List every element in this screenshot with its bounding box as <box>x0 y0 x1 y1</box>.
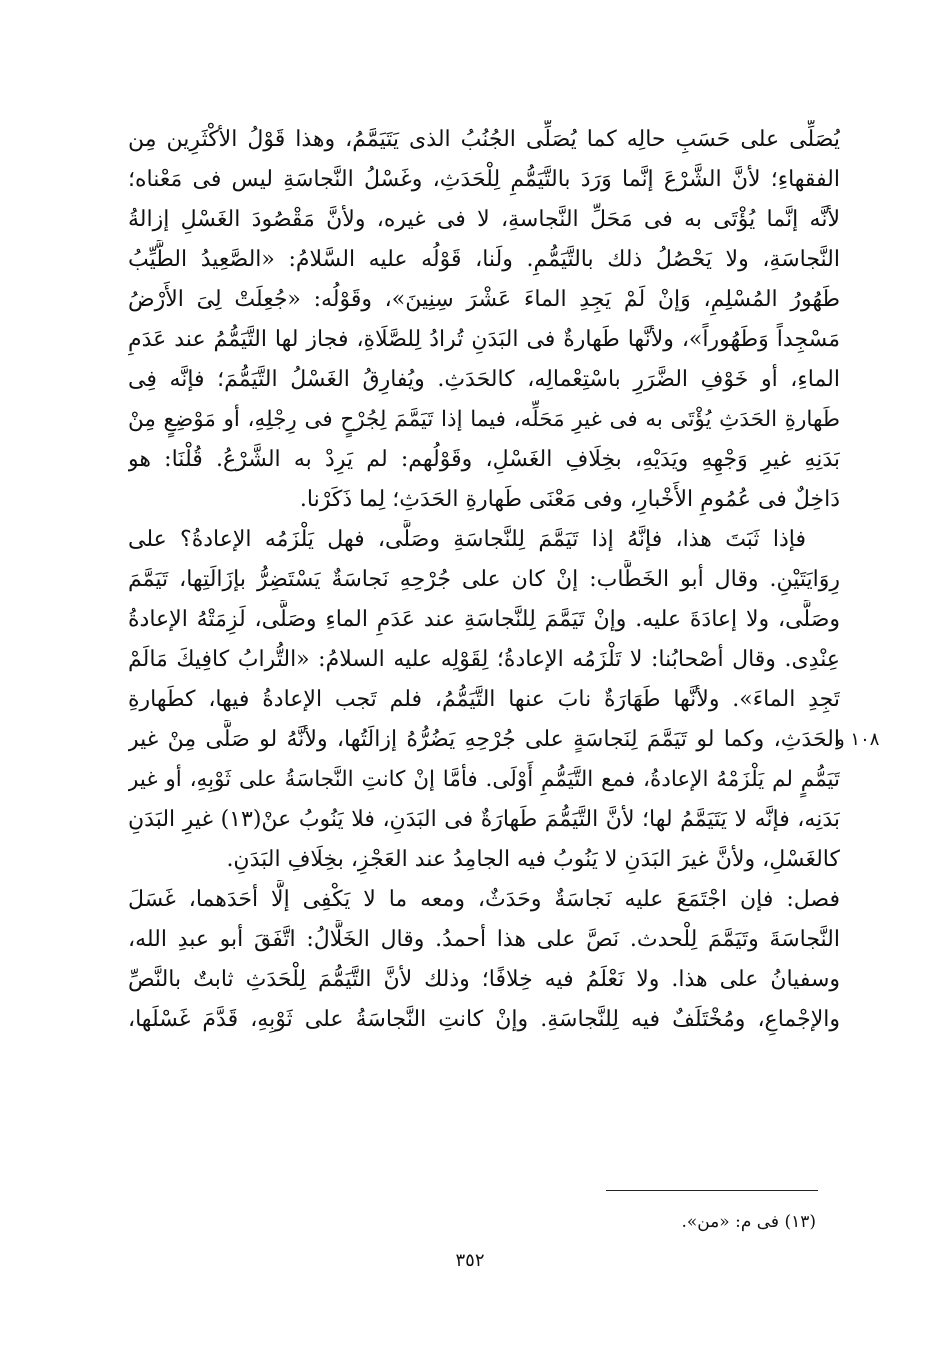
text-line: دَاخِلٌ فى عُمُومِ الأَخْبارِ، وفى مَعْنَى طَهارةِ الحَدَثِ؛ لِما ذَكَرْنا. <box>299 487 840 512</box>
text-line: لأنَّه إنَّما يُؤْتَى به فى مَحَلِّ النَّجاسةِ، لا فى غيره، ولأنَّ مَقْصُودَ الغَسْلِ إزالةُ <box>128 207 840 232</box>
text-line: بَدَنِهِ غيرِ وَجْهِهِ ويَدَيْهِ، بخِلَافِ الغَسْلِ، وقَوْلُهم: لم يَرِدْ به الشَّرْعُ. قُلْنَا: هو <box>128 447 840 472</box>
text-line: الفقهاءِ؛ لأنَّ الشَّرْعَ إنَّما وَرَدَ بالتَّيَمُّمِ لِلْحَدَثِ، وغَسْلُ النَّجاسَةِ ليس فى مَعْناه؛ <box>128 167 840 192</box>
text-line: يُصَلِّى على حَسَبِ حالِه كما يُصَلِّى الجُنُبُ الذى يَتَيَمَّمُ، وهذا قَوْلُ الأكْثَرِين مِن <box>128 127 840 152</box>
text-line: تَيَمُّمٍ لم يَلْزَمْهُ الإعادةُ، فمع التَّيَمُّمِ أَوْلَى. فأمَّا إنْ كانتِ النَّجاسَةُ على ثَوْبِهِ، أو غير <box>128 767 840 792</box>
text-line: طَهُورُ المُسْلِمِ، وَإنْ لَمْ يَجِدِ الماءَ عَشْرَ سِنِينَ»، وقَوْلُه: «جُعِلَتْ لِىَ الأَرْضُ <box>128 287 840 312</box>
text-line: طَهارةِ الحَدَثِ يُؤْتَى به فى غيرِ مَحَلِّه، فيما إذا تَيَمَّمَ لِجُرْحٍ فى رِجْلِهِ، أو مَوْضِعٍ مِنْ <box>128 407 840 432</box>
text-line: وسفيانُ على هذا. ولا نَعْلَمُ فيه خِلافًا؛ وذلك لأنَّ التَّيَمُّمَ لِلْحَدَثِ ثابتٌ بالنَّصِّ <box>128 967 840 992</box>
text-line: فصل: فإن اجْتَمَعَ عليه نَجاسَةٌ وحَدَثٌ، ومعه ما لا يَكْفِى إلَّا أحَدَهما، غَسَلَ <box>128 887 840 912</box>
text-line: مَسْجِداً وَطَهُوراً»، ولأنَّها طَهارةٌ فى البَدَنِ تُرادُ لِلصَّلَاةِ، فجاز لها التَّيَمُّمُ عند عَدَمِ <box>128 327 840 352</box>
text-line: تَجِدِ الماءَ». ولأنَّها طَهَارَةٌ نابَ عنها التَّيَمُّمُ، فلم تَجب الإعادةُ فيها، كطَهارةِ <box>128 687 840 712</box>
text-line: الماءِ، أو خَوْفِ الضَّرَرِ باسْتِعْمالِه، كالحَدَثِ. ويُفارِقُ الغَسْلُ التَّيَمُّمَ؛ فإنَّه فِى <box>128 367 840 392</box>
footnote-divider <box>606 1190 818 1191</box>
text-line: الحَدَثِ، وكما لو تَيَمَّمَ لِنَجاسَةٍ على جُرْحِهِ يَضُرُّهُ إزالَتُها، ولأنَّهُ لو صَلَّى مِنْ غير <box>128 727 840 752</box>
main-text <box>128 120 840 1040</box>
text-line: رِوَايَتَيْنِ. وقال أبو الخَطَّاب: إنْ كان على جُرْحِهِ نَجاسَةٌ يَسْتَضِرُّ بإزَالَتِها، تَيَمَّمَ <box>128 567 840 592</box>
manuscript-folio-reference: ١٠٨ و <box>836 729 880 750</box>
text-line: كالغَسْلِ، ولأنَّ غيرَ البَدَنِ لا يَنُوبُ فيه الجامِدُ عند العَجْزِ، بخِلَافِ البَدَنِ. <box>226 847 840 872</box>
text-line: والإجْماعِ، ومُخْتَلَفٌ فيه لِلنَّجاسَةِ. وإنْ كانتِ النَّجاسَةُ على ثَوْبِهِ، قَدَّمَ غَسْلَها، <box>128 1007 840 1032</box>
text-line: وصَلَّى، ولا إعادَةَ عليه. وإنْ تَيَمَّمَ لِلنَّجاسَةِ عند عَدَمِ الماءِ وصَلَّى، لَزِمَتْهُ الإعادةُ <box>128 607 840 632</box>
text-line: فإذا ثَبَتَ هذا، فإنَّهُ إذا تَيَمَّمَ لِلنَّجاسَةِ وصَلَّى، فهل يَلْزَمُه الإعادةُ؟ على <box>128 527 806 552</box>
footnote: (١٣) فى م: «من». <box>681 1212 816 1232</box>
page-number: ٣٥٢ <box>455 1250 485 1271</box>
text-line: النَّجاسَةِ، ولا يَحْصُلُ ذلك بالتَّيَمُّمِ. ولَنا، قَوْلُه عليه السَّلامُ: «الصَّعِيدُ الطَّيِّبُ <box>128 247 840 272</box>
text-line: بَدَنِه، فإنَّه لا يَتَيَمَّمُ لها؛ لأنَّ التَّيَمُّمَ طَهارَةٌ فى البَدَنِ، فلا يَنُوبُ عنْ(١٣) غيرِ البَدَنِ <box>128 807 840 832</box>
text-line: عِنْدِى. وقال أصْحابُنا: لا تَلْزَمُه الإعادةُ؛ لِقَوْلِه عليه السلامُ: «التُّرابُ كافِيكَ مَالَمْ <box>128 647 840 672</box>
text-line: النَّجاسَةَ وتَيَمَّمَ لِلْحدث. نَصَّ على هذا أحمدُ. وقال الخَلَّالُ: اتَّفَقَ أبو عبدِ الله، <box>128 927 840 952</box>
